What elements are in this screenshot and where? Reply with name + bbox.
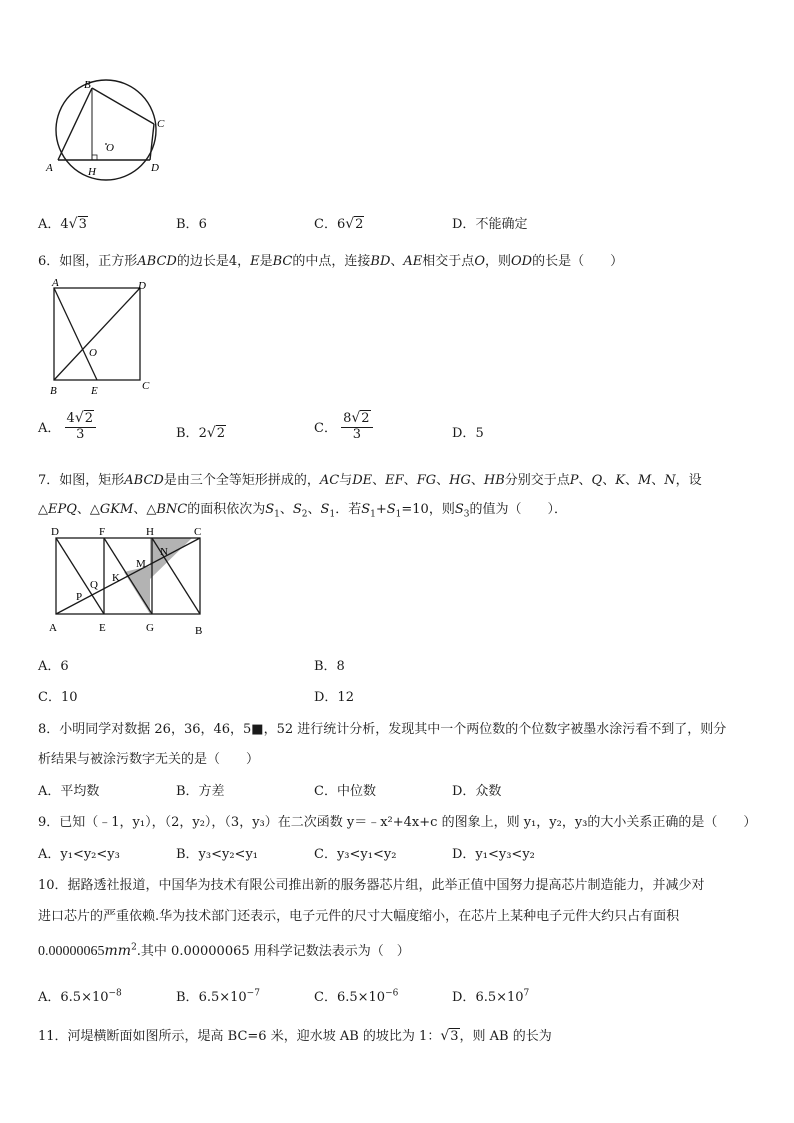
q6-text: 是: [259, 254, 273, 269]
q6-label-D: D: [138, 280, 146, 292]
q7-label-M: M: [136, 558, 146, 570]
q10-option-c-letter: C．: [314, 990, 337, 1005]
q6-stem: [38, 250, 623, 269]
q5-option-d-value: 不能确定: [475, 217, 528, 232]
q11-stem-after: ，则 AB 的长为: [459, 1029, 552, 1044]
q6-square-figure: [44, 276, 164, 400]
q10-stem-line1: 10．据路透社报道，中国华为技术有限公司推出新的服务器芯片组，此举正值中国努力提高芯片制造能力，并减少对: [38, 878, 705, 893]
q5-option-a-radicand: 3: [78, 217, 87, 232]
q10-option-d-exp: 7: [523, 988, 530, 999]
q8-stem-line1: 8．小明同学对数据 26，36，46，5■，52 进行统计分析，发现其中一个两位数的个位数字被墨水涂污看不到了，则分: [38, 722, 727, 737]
q7-label-E: E: [99, 622, 106, 634]
q6-option-c[interactable]: [314, 410, 373, 443]
q10-option-a-exp: −8: [108, 988, 122, 999]
q6-option-d-value: 5: [475, 426, 484, 441]
q10-option-a[interactable]: [38, 986, 122, 1005]
q9-stem: 9．已知（﹣1，y₁），（2，y₂），（3，y₃）在二次函数 y＝﹣x²+4x+c 的图象上，则 y₁，y₂，y₃的大小关系正确的是（ ）: [38, 815, 757, 830]
q8-option-a[interactable]: A．平均数: [38, 784, 100, 799]
q5-option-c-coef: 6: [336, 217, 346, 232]
q7-label-A: A: [49, 622, 57, 634]
q10-option-a-base: 6.5×10: [60, 990, 109, 1005]
q5-label-O: O: [106, 142, 114, 154]
q5-option-c-letter: C．: [314, 217, 337, 232]
q6-text: 的长是（ ）: [532, 254, 624, 269]
q10-rest: .其中 0.00000065 用科学记数法表示为（ ）: [136, 944, 410, 959]
q8-stem-line2: 析结果与被涂污数字无关的是（ ）: [38, 752, 260, 767]
q6-var: ABCD: [137, 254, 177, 269]
q6-option-c-num-radicand: 2: [361, 411, 370, 426]
q6-option-a-fraction: [65, 410, 96, 443]
q6-var: E: [250, 254, 260, 269]
q5-label-B: B: [84, 79, 91, 91]
q6-label-C: C: [142, 380, 150, 392]
q9-option-b[interactable]: B．y₃<y₂<y₁: [176, 847, 259, 862]
q6-var: OD: [511, 254, 533, 269]
q7-option-c[interactable]: C．10: [38, 690, 78, 705]
q6-label-O: O: [89, 347, 97, 359]
q6-option-b-letter: B．: [176, 426, 199, 441]
q7-rectangle-figure: [44, 524, 216, 638]
q8-option-d[interactable]: D．众数: [452, 784, 502, 799]
q7-option-a[interactable]: A．6: [38, 659, 69, 674]
q10-unit-exp: 2: [131, 942, 137, 953]
q10-option-b-letter: B．: [176, 990, 199, 1005]
q5-option-a[interactable]: [38, 213, 88, 232]
q7-label-B: B: [195, 625, 203, 637]
q10-decimal-value: 0.00000065: [38, 944, 105, 959]
q7-label-F: F: [99, 526, 106, 538]
q7-option-d[interactable]: D．12: [314, 690, 354, 705]
q6-text: 的边长是4，: [176, 254, 251, 269]
q10-unit: mm: [104, 943, 132, 959]
q6-option-c-fraction: [341, 410, 372, 443]
q10-option-b-base: 6.5×10: [198, 990, 247, 1005]
q5-label-D: D: [151, 162, 159, 174]
q7-label-C: C: [194, 526, 202, 538]
q5-option-d[interactable]: [452, 213, 527, 232]
q6-option-b[interactable]: [176, 422, 226, 441]
q6-text: 6．如图，正方形: [38, 254, 138, 269]
q5-option-b-value: 6: [198, 217, 207, 232]
q6-var: AE: [403, 254, 423, 269]
q5-option-c-radicand: 2: [355, 217, 364, 232]
sqrt-icon: √: [440, 1028, 450, 1044]
q6-option-b-coef: 2: [198, 426, 207, 441]
q6-label-B: B: [50, 385, 57, 397]
sqrt-icon: √: [351, 410, 361, 426]
q10-option-b[interactable]: [176, 986, 260, 1005]
q6-option-a-letter: A．: [38, 420, 61, 436]
q11-stem-radicand: 3: [450, 1029, 459, 1044]
q11-stem-before: 11．河堤横断面如图所示，堤高 BC=6 米，迎水坡 AB 的坡比为 1：: [38, 1029, 441, 1044]
q6-var: O: [474, 254, 485, 269]
q5-circle-figure: [40, 78, 170, 183]
sqrt-icon: √: [345, 216, 355, 232]
q6-option-b-radicand: 2: [216, 426, 226, 441]
q10-option-c-exp: −6: [385, 988, 399, 999]
q5-option-a-letter: A．: [38, 217, 61, 232]
q6-label-E: E: [91, 385, 98, 397]
q6-option-c-letter: C．: [314, 420, 337, 436]
q7-label-D: D: [51, 526, 59, 538]
q7-option-b[interactable]: B．8: [314, 659, 345, 674]
q10-option-c-base: 6.5×10: [336, 990, 386, 1005]
q10-option-c[interactable]: [314, 986, 398, 1005]
q7-label-P: P: [76, 591, 83, 603]
q10-stem-line3: [38, 940, 410, 960]
q6-text: 的中点，连接: [292, 254, 371, 269]
q7-stem-line2: △EPQ、△GKM、△BNC的面积依次为$S_1$、$S_2$、$S_1$．若$S_1+S_1=10$，则$S_3$的值为（ ）．: [38, 502, 567, 520]
q7-label-K: K: [112, 572, 120, 584]
q9-option-d[interactable]: D．y₁<y₃<y₂: [452, 847, 535, 862]
q11-stem: [38, 1025, 552, 1044]
q5-option-a-coef: 4: [60, 217, 69, 232]
sqrt-icon: √: [74, 410, 84, 426]
q6-option-c-den: 3: [352, 426, 361, 442]
q5-label-A: A: [46, 162, 53, 174]
q10-option-a-letter: A．: [38, 990, 61, 1005]
q6-var: BD: [370, 254, 391, 269]
q7-label-H: H: [146, 526, 154, 538]
q6-label-A: A: [52, 277, 59, 289]
q6-text: 、: [390, 254, 404, 269]
q6-option-a-num-radicand: 2: [84, 411, 94, 426]
q6-option-a-den: 3: [76, 426, 85, 442]
q9-option-a[interactable]: A．y₁<y₂<y₃: [38, 847, 120, 862]
q6-option-d[interactable]: [452, 422, 484, 441]
q6-text: 相交于点: [422, 254, 475, 269]
q8-option-c[interactable]: C．中位数: [314, 784, 376, 799]
q5-option-d-letter: D．: [452, 217, 476, 232]
q10-option-d[interactable]: [452, 986, 529, 1005]
q7-label-G: G: [146, 622, 154, 634]
sqrt-icon: √: [68, 216, 78, 232]
q10-option-b-exp: −7: [246, 988, 260, 999]
q5-option-b-letter: B．: [176, 217, 199, 232]
q5-label-H: H: [88, 166, 96, 178]
q5-option-c[interactable]: [314, 213, 364, 232]
q6-text: ，则: [484, 254, 511, 269]
q10-stem-line2: 进口芯片的严重依赖.华为技术部门还表示，电子元件的尺寸大幅度缩小，在芯片上某种电子元件大约只占有面积: [38, 909, 680, 924]
q7-label-Q: Q: [90, 579, 98, 591]
sqrt-icon: √: [206, 425, 216, 441]
q10-option-d-letter: D．: [452, 990, 476, 1005]
q6-option-a-num-coef: 4: [66, 411, 75, 426]
q8-option-b[interactable]: B．方差: [176, 784, 225, 799]
q6-var: BC: [272, 254, 293, 269]
q6-option-d-letter: D．: [452, 426, 476, 441]
q6-option-c-num-coef: 8: [343, 411, 352, 426]
q5-label-C: C: [157, 118, 165, 130]
q7-stem-line1: 7．如图，矩形ABCD是由三个全等矩形拼成的，AC与DE、EF、FG、HG、HB分别交于点P、Q、K、M、N，设: [38, 473, 702, 488]
q10-option-d-base: 6.5×10: [475, 990, 524, 1005]
q6-option-a[interactable]: [38, 410, 96, 443]
q9-option-c[interactable]: C．y₃<y₁<y₂: [314, 847, 397, 862]
q7-label-N: N: [160, 546, 168, 558]
q5-option-b[interactable]: [176, 213, 207, 232]
